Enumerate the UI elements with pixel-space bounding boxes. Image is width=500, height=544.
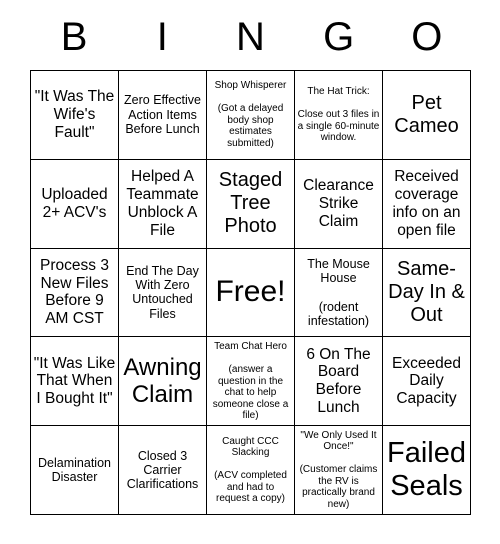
bingo-cell[interactable]: The Mouse House (rodent infestation) bbox=[295, 249, 383, 338]
bingo-header bbox=[30, 0, 471, 70]
bingo-cell[interactable]: Uploaded 2+ ACV's bbox=[31, 160, 119, 249]
bingo-cell[interactable]: Failed Seals bbox=[383, 426, 471, 515]
bingo-cell[interactable]: Caught CCC Slacking (ACV completed and had to request a copy) bbox=[207, 426, 295, 515]
bingo-cell[interactable]: The Hat Trick: Close out 3 files in a single 60-minute window. bbox=[295, 71, 383, 160]
bingo-cell[interactable]: Staged Tree Photo bbox=[207, 160, 295, 249]
bingo-cell[interactable]: Exceeded Daily Capacity bbox=[383, 337, 471, 426]
header-letter-i: I bbox=[156, 14, 168, 59]
bingo-cell[interactable]: 6 On The Board Before Lunch bbox=[295, 337, 383, 426]
bingo-cell[interactable]: Helped A Teammate Unblock A File bbox=[119, 160, 207, 249]
bingo-cell[interactable]: Pet Cameo bbox=[383, 71, 471, 160]
bingo-cell[interactable]: Process 3 New Files Before 9 AM CST bbox=[31, 249, 119, 338]
bingo-cell[interactable]: Zero Effective Action Items Before Lunch bbox=[119, 71, 207, 160]
bingo-cell[interactable]: Shop Whisperer (Got a delayed body shop estimates submitted) bbox=[207, 71, 295, 160]
bingo-cell[interactable]: "It Was The Wife's Fault" bbox=[31, 71, 119, 160]
bingo-cell[interactable]: Received coverage info on an open file bbox=[383, 160, 471, 249]
bingo-cell[interactable]: Team Chat Hero (answer a question in the chat to help someone close a file) bbox=[207, 337, 295, 426]
bingo-cell[interactable]: Same-Day In & Out bbox=[383, 249, 471, 338]
header-letter-n: N bbox=[236, 14, 265, 59]
bingo-cell[interactable]: Closed 3 Carrier Clarifications bbox=[119, 426, 207, 515]
header-letter-b: B bbox=[60, 14, 88, 59]
bingo-grid bbox=[30, 70, 471, 515]
bingo-cell[interactable]: End The Day With Zero Untouched Files bbox=[119, 249, 207, 338]
bingo-card bbox=[30, 0, 471, 516]
header-letter-g: G bbox=[323, 14, 355, 59]
bingo-cell[interactable]: Clearance Strike Claim bbox=[295, 160, 383, 249]
bingo-cell[interactable]: "We Only Used It Once!" (Customer claims the RV is practically brand new) bbox=[295, 426, 383, 515]
free-space[interactable]: Free! bbox=[207, 249, 295, 338]
bingo-cell[interactable]: Awning Claim bbox=[119, 337, 207, 426]
header-letter-o: O bbox=[411, 14, 443, 59]
bingo-cell[interactable]: Delamination Disaster bbox=[31, 426, 119, 515]
bingo-cell[interactable]: "It Was Like That When I Bought It" bbox=[31, 337, 119, 426]
